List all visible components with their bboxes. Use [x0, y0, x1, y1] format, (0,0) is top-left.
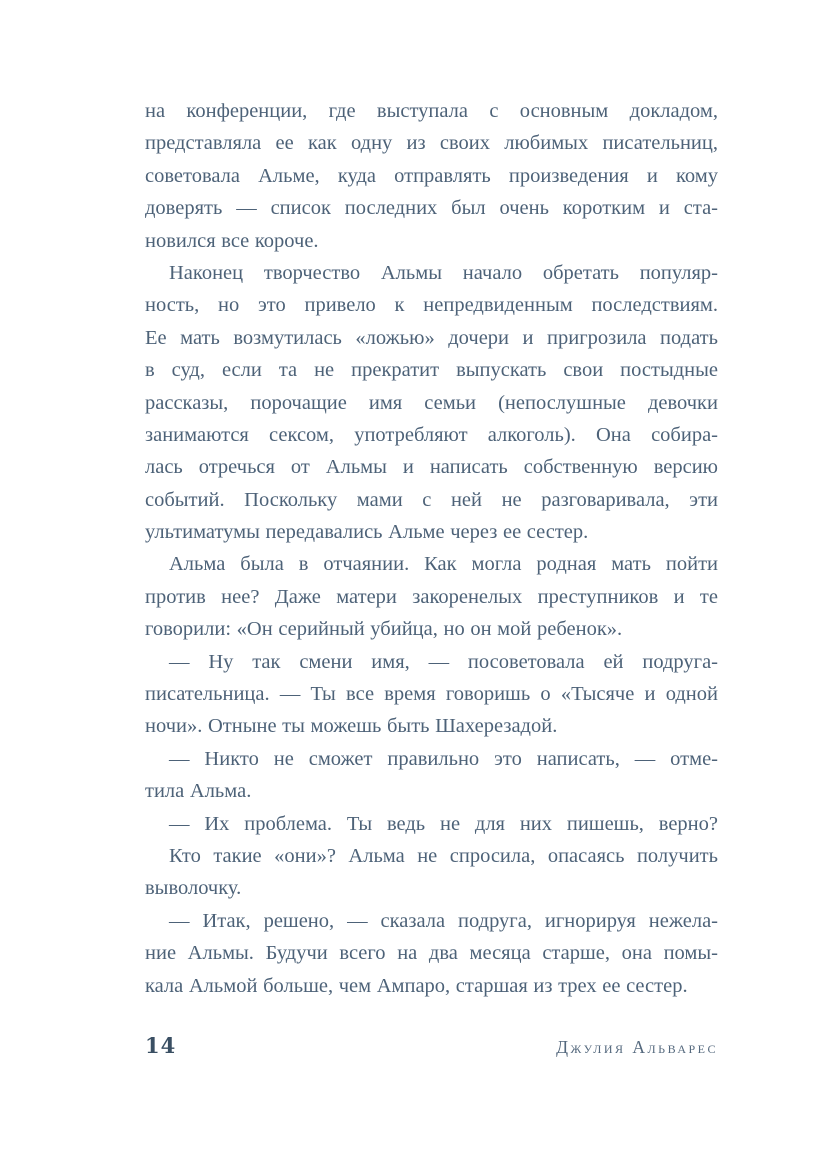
text-line: Альма была в отчаянии. Как могла родная мать пойти [169, 553, 718, 576]
paragraph [145, 905, 718, 1002]
paragraph [145, 808, 718, 840]
text-line: кала Альмой больше, чем Ампаро, старшая из трех ее сестер. [145, 974, 688, 997]
text-line: ультиматумы передавались Альме через ее сестер. [145, 521, 589, 544]
text-line: советовала Альме, куда отправлять произведения и кому [145, 164, 718, 187]
text-line: представляла ее как одну из своих любимых писательниц, [145, 132, 718, 155]
text-line: Наконец творчество Альмы начало обретать популяр- [169, 261, 718, 284]
running-footer-author: Джулия Альварес [556, 1037, 718, 1057]
text-line: Ее мать возмутилась «ложью» дочери и пригрозила подать [145, 326, 718, 349]
text-line: писательница. — Ты все время говоришь о «Тысяче и одной [145, 683, 718, 706]
paragraph [145, 743, 718, 808]
paragraph [145, 840, 718, 905]
text-line: Кто такие «они»? Альма не спросила, опасаясь получить [169, 844, 718, 867]
text-line: говорили: «Он серийный убийца, но он мой ребенок». [145, 618, 623, 641]
page-footer [145, 1033, 718, 1058]
text-line: в суд, если та не прекратит выпускать свои постыдные [145, 359, 718, 382]
text-line: — Никто не сможет правильно это написать, — отме- [169, 747, 718, 770]
text-line: рассказы, порочащие имя семьи (непослушные девочки [145, 391, 718, 414]
paragraph [145, 257, 718, 549]
text-line: новился все короче. [145, 229, 319, 252]
page-number: 14 [145, 1033, 177, 1058]
text-line: ние Альмы. Будучи всего на два месяца старше, она помы- [145, 942, 718, 965]
text-line: событий. Поскольку мами с ней не разговаривала, эти [145, 488, 718, 511]
paragraph [145, 95, 718, 257]
text-line: — Итак, решено, — сказала подруга, игнорируя нежела- [169, 909, 718, 932]
text-line: на конференции, где выступала с основным докладом, [145, 100, 718, 122]
paragraph [145, 646, 718, 743]
paragraph [145, 548, 718, 645]
text-line: выволочку. [145, 877, 242, 900]
text-line: занимаются сексом, употребляют алкоголь). Она собира- [145, 423, 718, 446]
text-line: ность, но это привело к непредвиденным последствиям. [145, 294, 718, 317]
text-line: — Ну так смени имя, — посоветовала ей подруга- [169, 650, 718, 673]
text-line: — Их проблема. Ты ведь не для них пишешь, верно? [169, 812, 718, 835]
text-line: ночи». Отныне ты можешь быть Шахерезадой. [145, 715, 558, 738]
text-line: против нее? Даже матери закоренелых преступников и те [145, 585, 718, 608]
text-line: лась отречься от Альмы и написать собственную версию [145, 456, 718, 479]
page-text [145, 95, 718, 1002]
text-line: тила Альма. [145, 780, 252, 803]
text-line: доверять — список последних был очень коротким и ста- [145, 197, 718, 220]
